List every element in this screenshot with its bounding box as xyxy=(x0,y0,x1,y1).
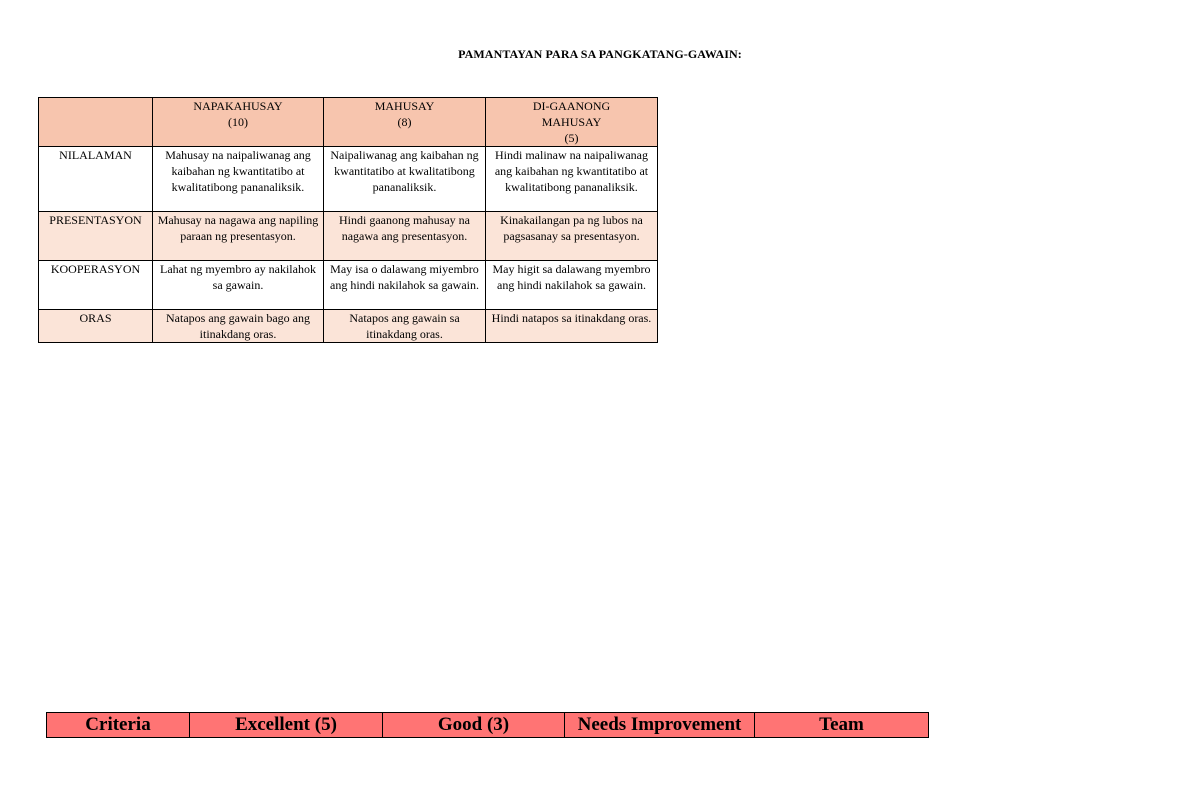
rubric-cell: Hindi natapos sa itinakdang oras. xyxy=(486,310,658,343)
rubric-cell: Mahusay na naipaliwanag ang kaibahan ng kwantitatibo at kwalitatibong pananaliksik. xyxy=(153,147,324,212)
rubric-cell: Naipaliwanag ang kaibahan ng kwantitatibo at kwalitatibong pananaliksik. xyxy=(324,147,486,212)
rubric-header-mahusay xyxy=(324,98,486,147)
rubric-criterion-label: KOOPERASYON xyxy=(39,261,153,310)
rubric-header-row xyxy=(39,98,658,147)
rubric-header-napakahusay xyxy=(153,98,324,147)
header-points: (5) xyxy=(564,131,579,145)
rubric-row-presentasyon xyxy=(39,212,658,261)
header-points: (10) xyxy=(228,115,248,129)
criteria-table xyxy=(46,712,929,738)
rubric-cell: Natapos ang gawain sa itinakdang oras. xyxy=(324,310,486,343)
rubric-row-oras xyxy=(39,310,658,343)
criteria-header-team: Team xyxy=(755,713,929,738)
rubric-criterion-label: NILALAMAN xyxy=(39,147,153,212)
rubric-cell: Mahusay na nagawa ang napiling paraan ng presentasyon. xyxy=(153,212,324,261)
rubric-row-kooperasyon xyxy=(39,261,658,310)
header-points: (8) xyxy=(397,115,412,129)
criteria-header-row xyxy=(47,713,929,738)
rubric-cell: Natapos ang gawain bago ang itinakdang oras. xyxy=(153,310,324,343)
rubric-cell: Lahat ng myembro ay nakilahok sa gawain. xyxy=(153,261,324,310)
criteria-header-criteria: Criteria xyxy=(47,713,190,738)
criteria-header-needs-improvement: Needs Improvement xyxy=(565,713,755,738)
rubric-table xyxy=(38,97,658,343)
rubric-cell: May higit sa dalawang myembro ang hindi nakilahok sa gawain. xyxy=(486,261,658,310)
header-label: NAPAKAHUSAY xyxy=(193,99,283,113)
rubric-cell: May isa o dalawang miyembro ang hindi nakilahok sa gawain. xyxy=(324,261,486,310)
rubric-row-nilalaman xyxy=(39,147,658,212)
rubric-cell: Kinakailangan pa ng lubos na pagsasanay sa presentasyon. xyxy=(486,212,658,261)
rubric-header-empty xyxy=(39,98,153,147)
header-label: DI-GAANONG MAHUSAY xyxy=(532,99,611,129)
criteria-header-good: Good (3) xyxy=(383,713,565,738)
rubric-header-di-gaanong-mahusay xyxy=(486,98,658,147)
rubric-criterion-label: ORAS xyxy=(39,310,153,343)
rubric-cell: Hindi malinaw na naipaliwanag ang kaibahan ng kwantitatibo at kwalitatibong pananaliksik. xyxy=(486,147,658,212)
criteria-header-excellent: Excellent (5) xyxy=(190,713,383,738)
rubric-criterion-label: PRESENTASYON xyxy=(39,212,153,261)
rubric-cell: Hindi gaanong mahusay na nagawa ang presentasyon. xyxy=(324,212,486,261)
document-title: PAMANTAYAN PARA SA PANGKATANG-GAWAIN: xyxy=(458,47,742,61)
header-label: MAHUSAY xyxy=(374,99,435,113)
